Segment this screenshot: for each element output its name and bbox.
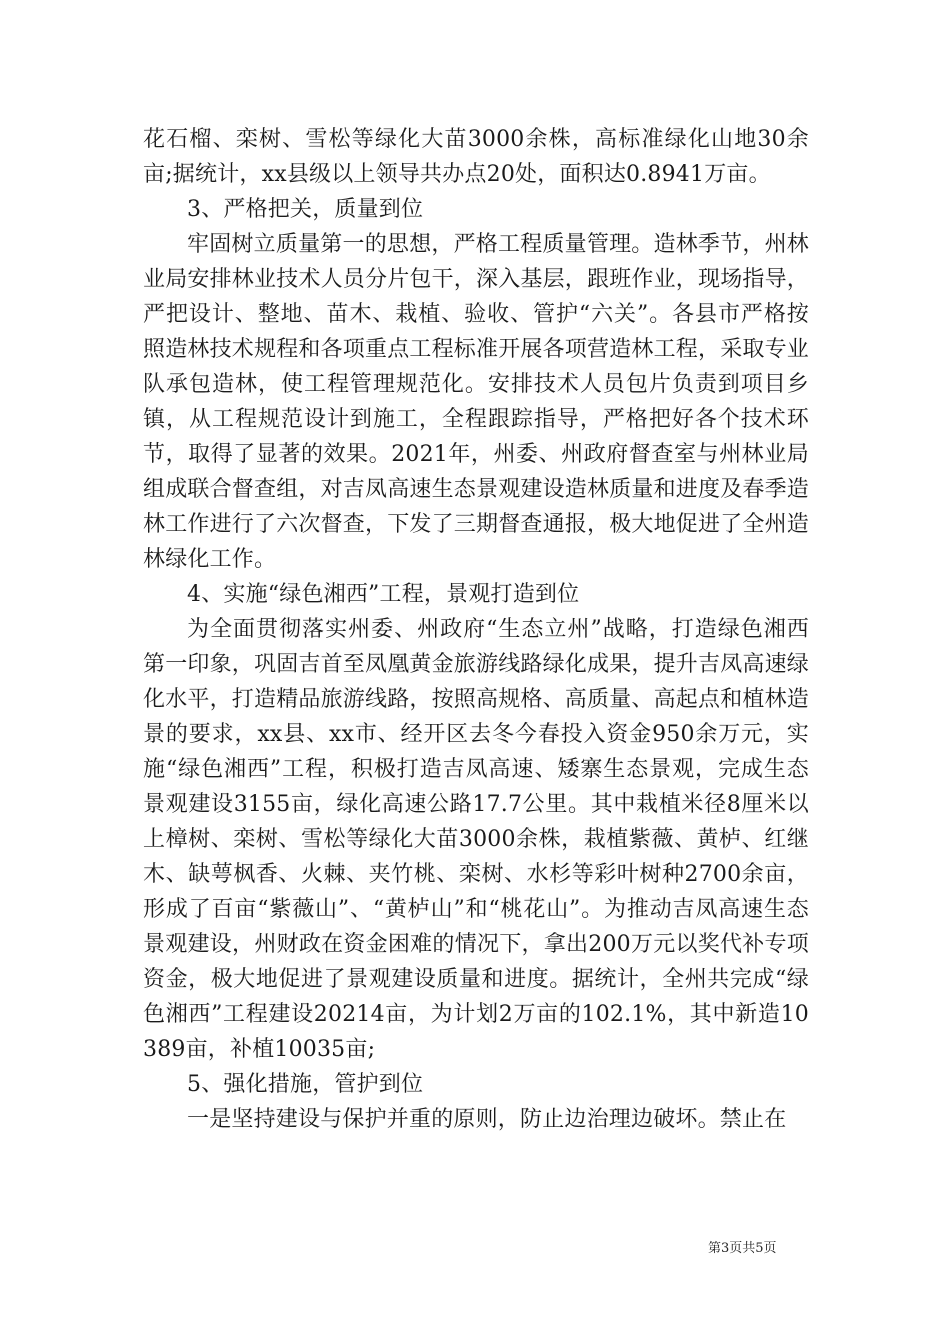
body-paragraph-4: 为全面贯彻落实州委、州政府“生态立州”战略，打造绿色湘西第一印象，巩固吉首至凤凰黄金旅游线路绿化成果，提升吉凤高速绿化水平，打造精品旅游线路，按照高规格、高质量、高起点和植林造景的要求，xx县、xx市、经开区去冬今春投入资金950余万元，实施“绿色湘西”工程，积极打造吉凤高速、矮寨生态景观，完成生态景观建设3155亩，绿化高速公路17.7公里。其中栽植米径8厘米以上樟树、栾树、雪松等绿化大苗3000余株，栽植紫薇、黄栌、红继木、缺萼枫香、火棘、夹竹桃、栾树、水杉等彩叶树种2700余亩，形成了百亩“紫薇山”、“黄栌山”和“桃花山”。为推动吉凤高速生态景观建设，州财政在资金困难的情况下，拿出200万元以奖代补专项资金，极大地促进了景观建设质量和进度。据统计，全州共完成“绿色湘西”工程建设20214亩，为计划2万亩的102.1%，其中新造10389亩，补植10035亩; <box>143 617 810 1062</box>
section-heading-3: 3、严格把关，质量到位 <box>187 197 424 222</box>
section-heading-4: 4、实施“绿色湘西”工程，景观打造到位 <box>187 582 580 607</box>
body-paragraph-5: 一是坚持建设与保护并重的原则，防止边治理边破坏。禁止在 <box>187 1107 787 1132</box>
page-number-footer: 第3页共5页 <box>708 1241 777 1256</box>
continuation-paragraph: 花石榴、栾树、雪松等绿化大苗3000余株，高标准绿化山地30余亩;据统计，xx县级以上领导共办点20处，面积达0.8941万亩。 <box>143 127 809 187</box>
document-body <box>143 122 809 1137</box>
body-paragraph-3: 牢固树立质量第一的思想，严格工程质量管理。造林季节，州林业局安排林业技术人员分片包干，深入基层，跟班作业，现场指导，严把设计、整地、苗木、栽植、验收、管护“六关”。各县市严格按照造林技术规程和各项重点工程标准开展各项营造林工程，采取专业队承包造林，使工程管理规范化。安排技术人员包片负责到项目乡镇，从工程规范设计到施工，全程跟踪指导，严格把好各个技术环节，取得了显著的效果。2021年，州委、州政府督查室与州林业局组成联合督查组，对吉凤高速生态景观建设造林质量和进度及春季造林工作进行了六次督查，下发了三期督查通报，极大地促进了全州造林绿化工作。 <box>143 232 810 572</box>
section-heading-5: 5、强化措施，管护到位 <box>187 1072 424 1097</box>
